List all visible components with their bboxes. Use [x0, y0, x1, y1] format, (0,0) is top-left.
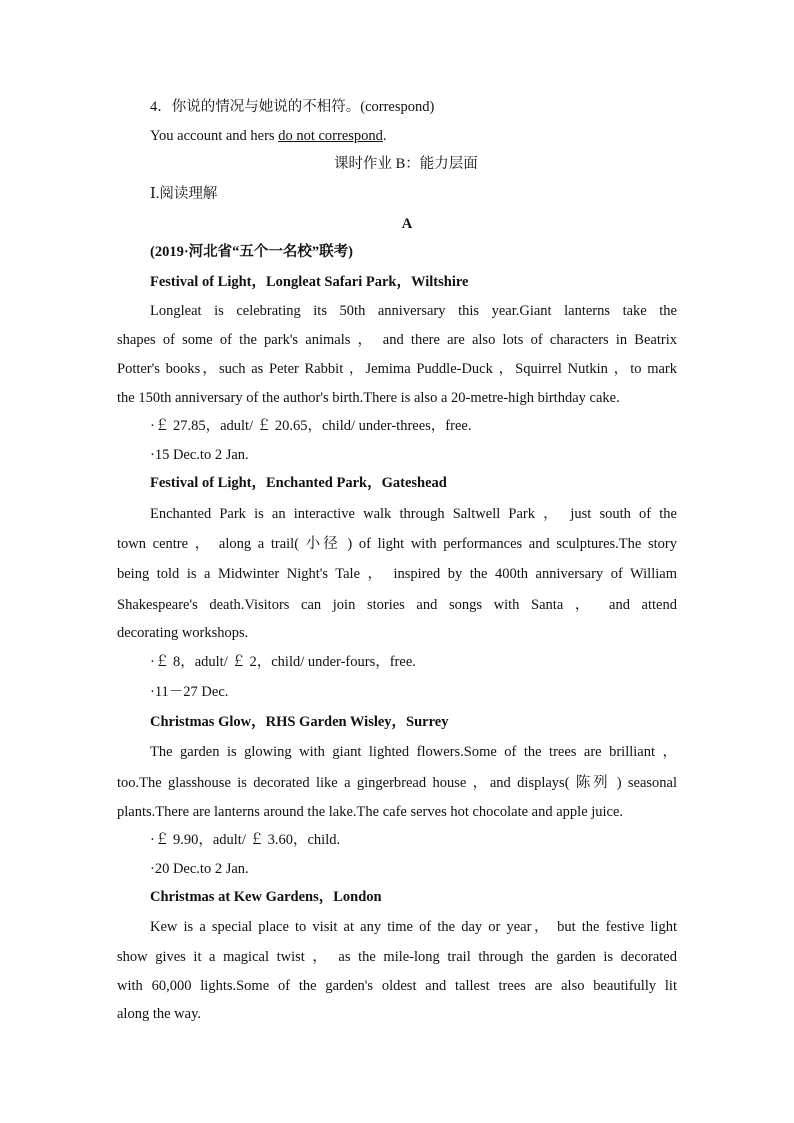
paragraph-line: show gives it a magical twist ， as the mile-long trail through the garden is decorated [117, 949, 677, 965]
paragraph-line: Enchanted Park is an interactive walk through Saltwell Park ， just south of the [150, 506, 677, 522]
price-line: ·￡ 8，adult/ ￡ 2，child/ under-fours，free. [150, 654, 416, 670]
answer-suffix: . [382, 128, 387, 144]
paragraph-line: The garden is glowing with giant lighted flowers.Some of the trees are brilliant ， [150, 744, 677, 760]
paragraph-line: the 150th anniversary of the author's birth.There is also a 20-metre-high birthday cake. [117, 390, 620, 406]
date-line: ·15 Dec.to 2 Jan. [150, 447, 249, 463]
answer-prefix: You account and hers [150, 128, 279, 144]
paragraph-line: Potter's books，such as Peter Rabbit ，Jemima Puddle-Duck ，Squirrel Nutkin ，to mark [117, 361, 677, 377]
part-heading: Ⅰ.阅读理解 [150, 186, 218, 202]
paragraph-line: along the way. [117, 1006, 202, 1022]
festival-heading: Festival of Light，Enchanted Park，Gateshead [150, 475, 447, 491]
paragraph-line: Longleat is celebrating its 50th anniversary this year.Giant lanterns take the [150, 303, 677, 319]
passage-letter: A [401, 216, 413, 232]
paragraph-line: Kew is a special place to visit at any time of the day or year， but the festive light [150, 919, 677, 935]
festival-heading: Festival of Light，Longleat Safari Park，Wiltshire [150, 274, 469, 290]
passage-source: (2019·河北省“五个一名校”联考) [150, 244, 353, 260]
answer-blank: do not correspond [278, 128, 383, 144]
exercise-prompt: 4．你说的情况与她说的不相符。(correspond) [150, 99, 435, 115]
date-line: ·11－27 Dec. [150, 684, 229, 700]
paragraph-line: with 60,000 lights.Some of the garden's oldest and tallest trees are also beautifully lit [117, 978, 677, 994]
price-line: ·￡ 9.90，adult/ ￡ 3.60，child. [150, 832, 341, 848]
section-title: 课时作业 B：能力层面 [334, 156, 478, 172]
festival-heading: Christmas Glow，RHS Garden Wisley，Surrey [150, 714, 449, 730]
paragraph-line: Shakespeare's death.Visitors can join stories and songs with Santa ， and attend [117, 597, 677, 613]
exercise-answer [150, 126, 387, 146]
paragraph-line: decorating workshops. [117, 625, 249, 641]
paragraph-line: too.The glasshouse is decorated like a gingerbread house ，and displays( 陈列 ) seasonal [117, 775, 677, 791]
paragraph-line: plants.There are lanterns around the lake.The cafe serves hot chocolate and apple juice. [117, 804, 624, 820]
price-line: ·￡ 27.85，adult/ ￡ 20.65，child/ under-threes，free. [150, 418, 472, 434]
paragraph-line: town centre ， along a trail( 小径 ) of light with performances and sculptures.The story [117, 536, 677, 552]
date-line: ·20 Dec.to 2 Jan. [150, 861, 249, 877]
paragraph-line: shapes of some of the park's animals ， and there are also lots of characters in Beatrix [117, 332, 677, 348]
paragraph-line: being told is a Midwinter Night's Tale ， inspired by the 400th anniversary of William [117, 566, 677, 582]
festival-heading: Christmas at Kew Gardens，London [150, 889, 382, 905]
